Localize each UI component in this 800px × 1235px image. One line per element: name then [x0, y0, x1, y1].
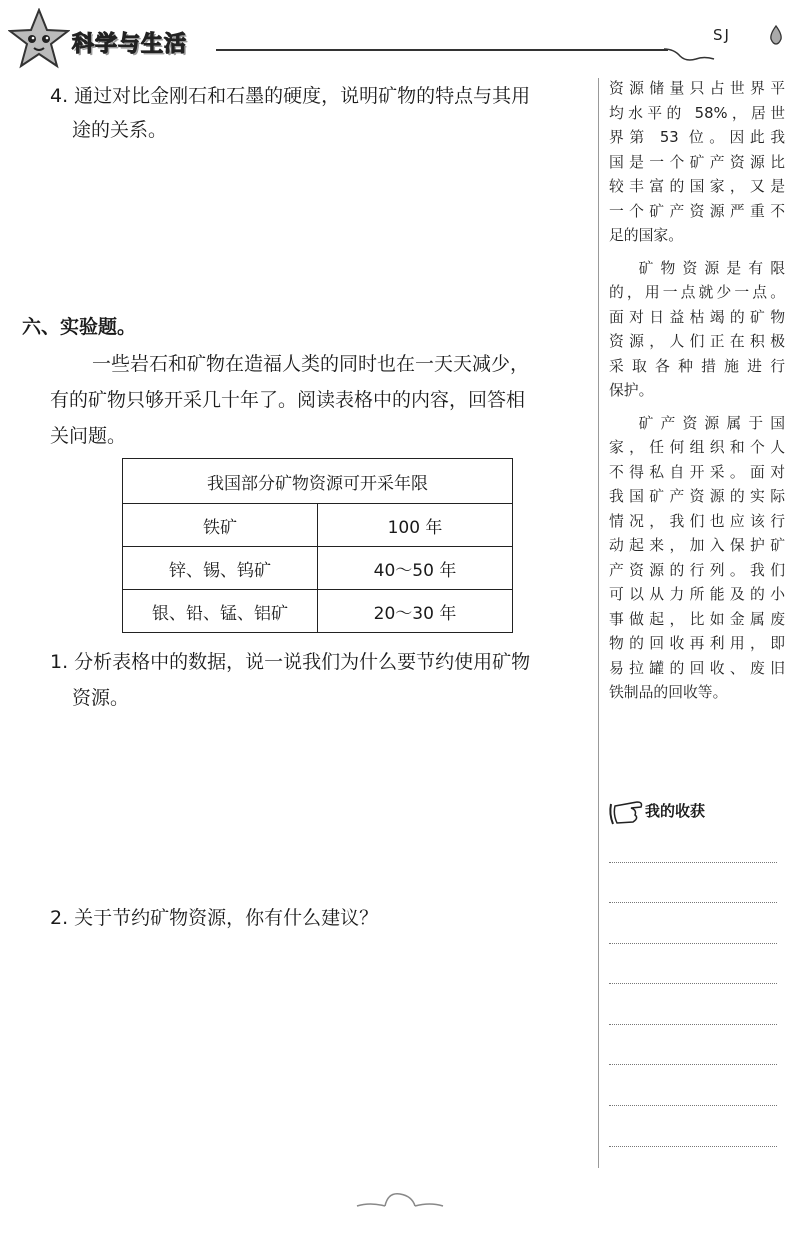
note-line: 国是一个矿产资源比 — [609, 153, 785, 171]
drop-icon — [768, 24, 784, 46]
note-line: 资源储量只占世界平 — [609, 80, 785, 97]
question-1-line-2: 资源。 — [72, 687, 130, 709]
note-line: 物的回收再利用，即 — [609, 635, 785, 652]
mineral-cell: 铁矿 — [123, 504, 318, 547]
note-line: 易拉罐的回收、废旧 — [609, 659, 785, 677]
table-caption: 我国部分矿物资源可开采年限 — [123, 459, 513, 504]
intro-line-1: 一些岩石和矿物在造福人类的同时也在一天天减少， — [92, 353, 530, 375]
note-line: 矿产资源属于国 — [638, 414, 785, 432]
note-line: 事做起，比如金属废 — [609, 610, 785, 628]
note-line: 均水平的 58%，居世 — [609, 104, 785, 122]
note-line: 较丰富的国家，又是 — [609, 178, 785, 195]
mineral-table — [122, 458, 513, 633]
note-line: 保护。 — [609, 382, 654, 399]
mascot-star-icon — [8, 8, 70, 70]
note-line: 产资源的行列。我们 — [609, 561, 785, 579]
note-line: 资源，人们正在积极 — [609, 333, 785, 350]
note-line: 铁制品的回收等。 — [609, 684, 728, 701]
harvest-label: 我的收获 — [645, 802, 706, 820]
table-row — [123, 590, 513, 633]
answer-line — [609, 1146, 777, 1147]
answer-line — [609, 1064, 777, 1065]
question-4-line-1: 4. 通过对比金刚石和石墨的硬度，说明矿物的特点与其用 — [50, 85, 531, 107]
note-line: 可以从力所能及的小 — [609, 586, 785, 603]
answer-line — [609, 862, 777, 863]
header-rule — [216, 49, 668, 51]
note-line: 足的国家。 — [609, 227, 683, 244]
note-line: 采取各种措施进行 — [609, 357, 785, 375]
answer-line — [609, 983, 777, 984]
years-cell: 20～30 年 — [318, 590, 513, 633]
note-line: 家，任何组织和个人 — [609, 439, 785, 456]
answer-line — [609, 943, 777, 944]
note-line: 面对日益枯竭的矿物 — [609, 308, 785, 326]
question-4-line-2: 途的关系。 — [72, 119, 168, 141]
intro-line-3: 关问题。 — [50, 425, 127, 447]
series-code: SJ — [713, 26, 731, 44]
question-2: 2. 关于节约矿物资源，你有什么建议？ — [50, 907, 379, 929]
note-line: 的，用一点就少一点。 — [609, 284, 785, 301]
years-cell: 40～50 年 — [318, 547, 513, 590]
mineral-cell: 银、铅、锰、铝矿 — [123, 590, 318, 633]
mineral-cell: 锌、锡、钨矿 — [123, 547, 318, 590]
answer-line — [609, 1105, 777, 1106]
brand-title: 科学与生活 — [72, 32, 188, 57]
page-header — [0, 0, 800, 80]
answer-line — [609, 902, 777, 903]
table-row — [123, 504, 513, 547]
question-1-line-1: 1. 分析表格中的数据，说一说我们为什么要节约使用矿物 — [50, 651, 531, 673]
note-line: 一个矿产资源严重不 — [609, 202, 785, 220]
note-line: 矿物资源是有限 — [638, 259, 785, 277]
note-line: 情况，我们也应该行 — [609, 512, 785, 530]
section-title: 六、实验题。 — [22, 316, 137, 338]
sidebar-notes — [609, 77, 785, 706]
table-row — [123, 547, 513, 590]
note-line: 界第 53 位。因此我 — [609, 129, 785, 146]
intro-line-2: 有的矿物只够开采几十年了。阅读表格中的内容，回答相 — [50, 389, 526, 411]
note-line: 不得私自开采。面对 — [609, 463, 785, 481]
page-footer-ornament — [355, 1188, 445, 1218]
column-divider — [598, 78, 599, 1168]
note-line: 我国矿产资源的实际 — [609, 488, 785, 505]
note-line: 动起来，加入保护矿 — [609, 537, 785, 554]
answer-line — [609, 1024, 777, 1025]
years-cell: 100 年 — [318, 504, 513, 547]
